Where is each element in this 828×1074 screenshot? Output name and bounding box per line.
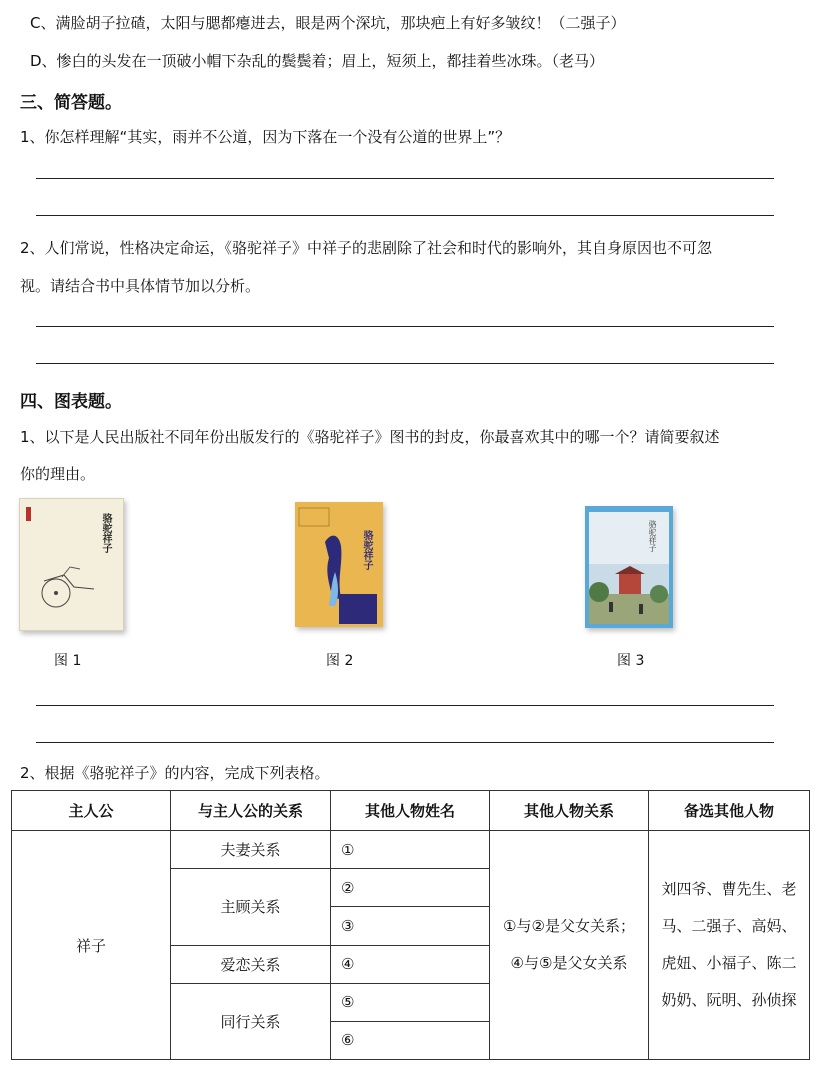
answer-line[interactable]	[36, 326, 774, 327]
section4-title: 四、图表题。	[20, 392, 122, 412]
cover-panel	[589, 512, 669, 624]
relation-employer: 主顾关系	[171, 869, 331, 945]
cover-title: 骆驼祥子	[100, 513, 111, 553]
relation-peer: 同行关系	[171, 983, 331, 1059]
section4-question-1-line2: 你的理由。	[20, 465, 96, 483]
header-candidates: 备选其他人物	[649, 791, 810, 831]
street-scene-icon	[589, 564, 669, 624]
caption-figure-1: 图 1	[54, 653, 82, 669]
other-relation-text: ①与②是父女关系；④与⑤是父女关系	[503, 917, 635, 973]
cover-title: 骆驼祥子	[648, 520, 657, 552]
option-d: D、惨白的头发在一顶破小帽下杂乱的鬓鬓着；眉上，短须上，都挂着些冰珠。（老马）	[30, 52, 605, 70]
caption-figure-2: 图 2	[326, 653, 354, 669]
section4-question-1-line1: 1、以下是人民出版社不同年份出版发行的《骆驼祥子》图书的封皮，你最喜欢其中的哪一个？请简要叙述	[20, 428, 720, 446]
book-cover-2[interactable]	[295, 502, 383, 627]
option-c: C、满脸胡子拉碴，太阳与腮都瘪进去，眼是两个深坑，那块疤上有好多皱纹！（二强子）	[30, 14, 626, 32]
answer-cell-4[interactable]: ④	[331, 945, 490, 983]
section3-title: 三、简答题。	[20, 93, 122, 113]
protagonist-cell: 祥子	[12, 831, 171, 1060]
header-relation: 与主人公的关系	[171, 791, 331, 831]
header-other-name: 其他人物姓名	[331, 791, 490, 831]
rickshaw-sketch-icon	[34, 563, 104, 613]
relation-spouse: 夫妻关系	[171, 831, 331, 869]
answer-cell-3[interactable]: ③	[331, 907, 490, 945]
relation-love: 爱恋关系	[171, 945, 331, 983]
answer-cell-5[interactable]: ⑤	[331, 983, 490, 1021]
section3-question-2-line1: 2、人们常说，性格决定命运，《骆驼祥子》中祥子的悲剧除了社会和时代的影响外，其自身原因也不可忽	[20, 239, 713, 257]
answer-line[interactable]	[36, 363, 774, 364]
header-other-relation: 其他人物关系	[490, 791, 649, 831]
section3-question-1: 1、你怎样理解“其实，雨并不公道，因为下落在一个没有公道的世界上”？	[20, 128, 511, 146]
candidates-cell	[649, 831, 810, 1060]
other-relation-cell	[490, 831, 649, 1060]
section4-question-2: 2、根据《骆驼祥子》的内容，完成下列表格。	[20, 764, 330, 782]
header-protagonist: 主人公	[12, 791, 171, 831]
cover-title: 骆驼祥子	[361, 530, 372, 570]
answer-line[interactable]	[36, 742, 774, 743]
book-cover-3[interactable]	[585, 506, 673, 628]
publisher-mark	[26, 507, 31, 521]
answer-line[interactable]	[36, 705, 774, 706]
section3-question-2-line2: 视。请结合书中具体情节加以分析。	[20, 277, 261, 295]
answer-line[interactable]	[36, 215, 774, 216]
answer-cell-2[interactable]: ②	[331, 869, 490, 907]
candidates-text: 刘四爷、曹先生、老马、二强子、高妈、虎妞、小福子、陈二奶奶、阮明、孙侦探	[661, 880, 797, 1010]
answer-line[interactable]	[36, 178, 774, 179]
caption-figure-3: 图 3	[617, 653, 645, 669]
character-relation-table	[11, 790, 810, 1060]
book-cover-1[interactable]	[19, 498, 124, 631]
answer-cell-1[interactable]: ①	[331, 831, 490, 869]
answer-cell-6[interactable]: ⑥	[331, 1021, 490, 1059]
